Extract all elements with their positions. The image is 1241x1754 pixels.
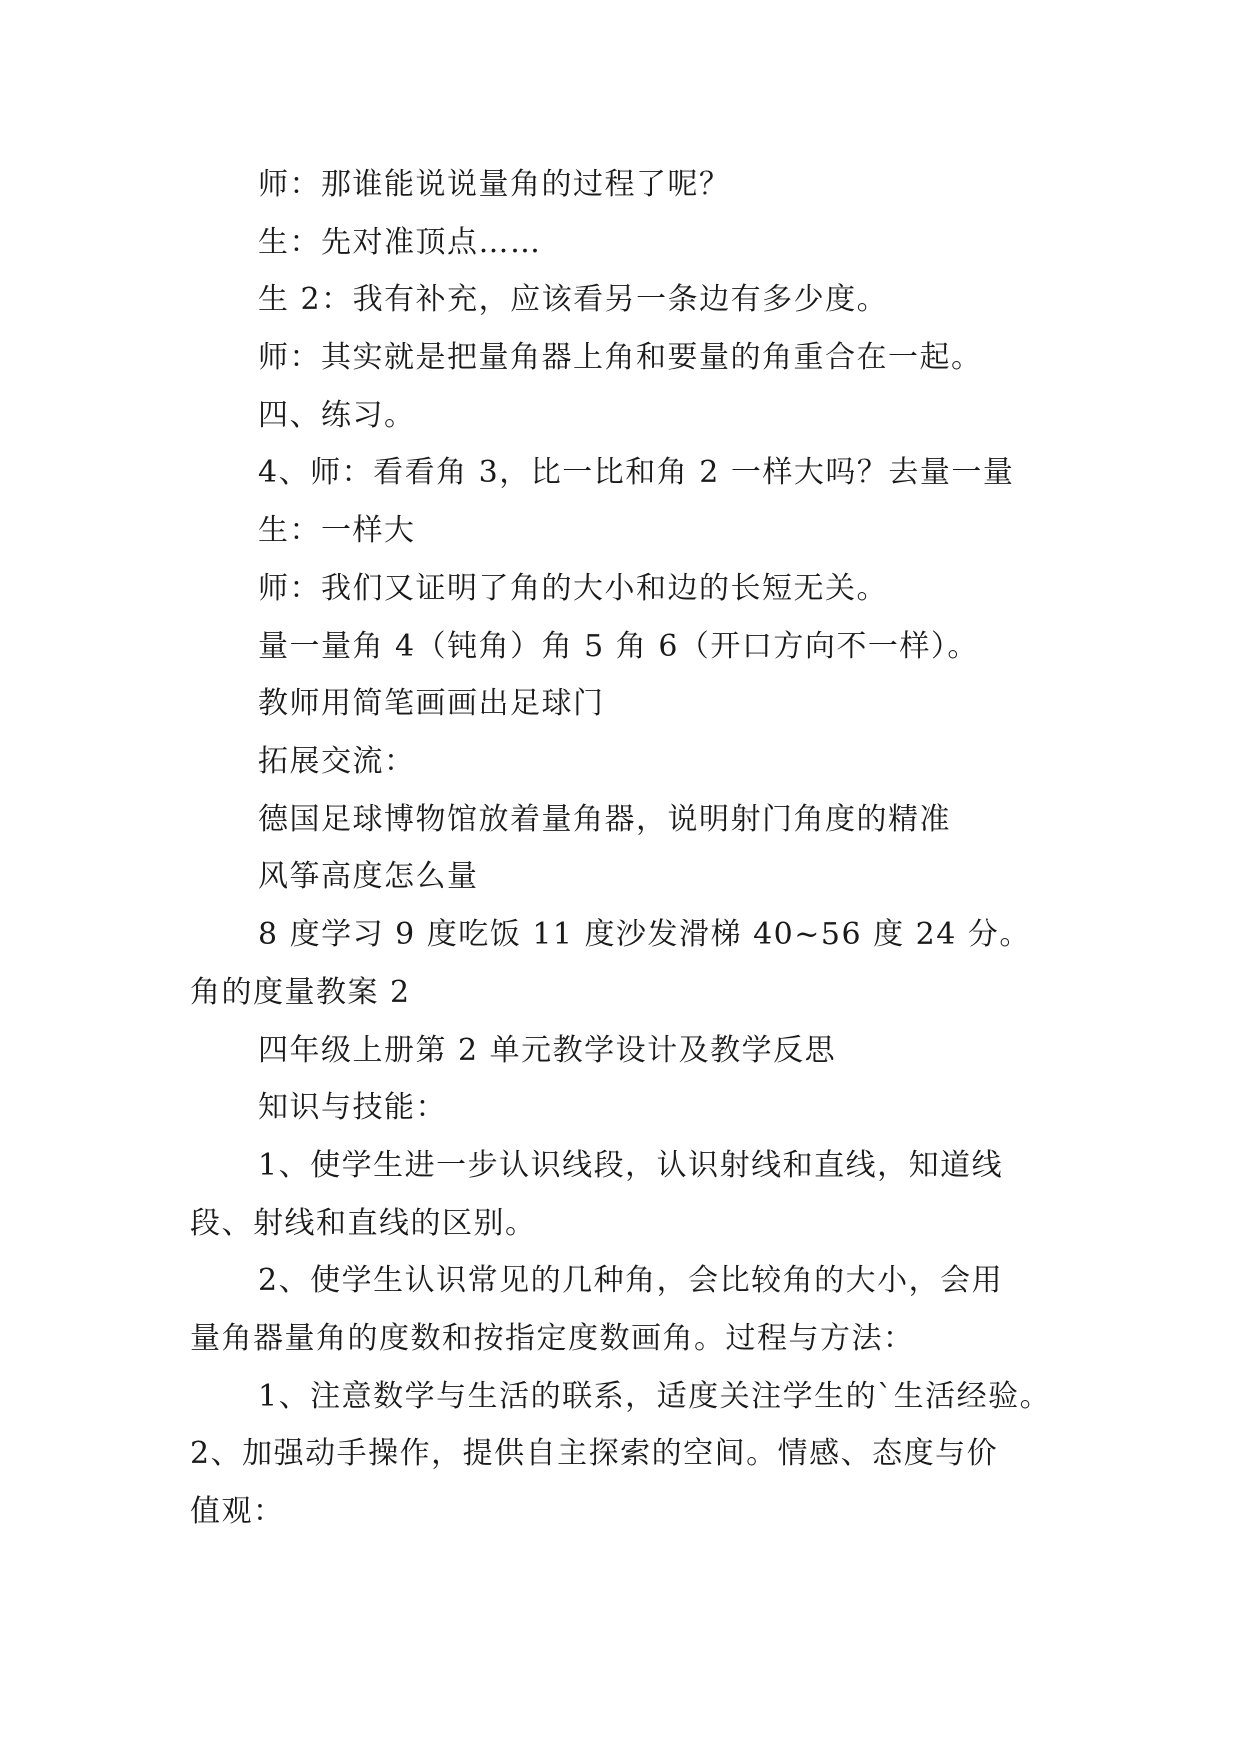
text-line: 生 2：我有补充，应该看另一条边有多少度。 xyxy=(258,282,889,317)
text-line: 2、使学生认识常见的几种角，会比较角的大小，会用 xyxy=(258,1263,1004,1298)
text-line: 8 度学习 9 度吃饭 11 度沙发滑梯 40~56 度 24 分。 xyxy=(258,917,1031,952)
text-line: 1、使学生进一步认识线段，认识射线和直线，知道线 xyxy=(258,1148,1004,1183)
text-line: 1、注意数学与生活的联系，适度关注学生的`生活经验。 xyxy=(258,1379,1052,1414)
text-line: 量角器量角的度数和按指定度数画角。过程与方法： xyxy=(190,1321,915,1356)
text-line: 生：一样大 xyxy=(258,513,416,548)
text-line: 师：我们又证明了角的大小和边的长短无关。 xyxy=(258,571,888,606)
text-line: 教师用简笔画画出足球门 xyxy=(258,686,605,721)
text-line: 德国足球博物馆放着量角器，说明射门角度的精准 xyxy=(258,802,951,837)
section-heading: 四、练习。 xyxy=(258,398,416,433)
text-line: 生：先对准顶点…… xyxy=(258,225,542,260)
text-line: 2、加强动手操作，提供自主探索的空间。情感、态度与价 xyxy=(190,1436,999,1471)
text-line: 量一量角 4（钝角）角 5 角 6（开口方向不一样）。 xyxy=(258,629,979,664)
text-line: 知识与技能： xyxy=(258,1090,447,1125)
text-line: 4、师：看看角 3，比一比和角 2 一样大吗？去量一量 xyxy=(258,455,1015,490)
text-line: 师：那谁能说说量角的过程了呢？ xyxy=(258,167,731,202)
text-line: 拓展交流： xyxy=(258,744,416,779)
text-line: 值观： xyxy=(190,1494,285,1529)
text-line: 四年级上册第 2 单元教学设计及教学反思 xyxy=(258,1033,837,1068)
text-line: 风筝高度怎么量 xyxy=(258,859,479,894)
text-line: 师：其实就是把量角器上角和要量的角重合在一起。 xyxy=(258,340,983,375)
text-line: 段、射线和直线的区别。 xyxy=(190,1206,537,1241)
document-title: 角的度量教案 2 xyxy=(190,975,411,1010)
